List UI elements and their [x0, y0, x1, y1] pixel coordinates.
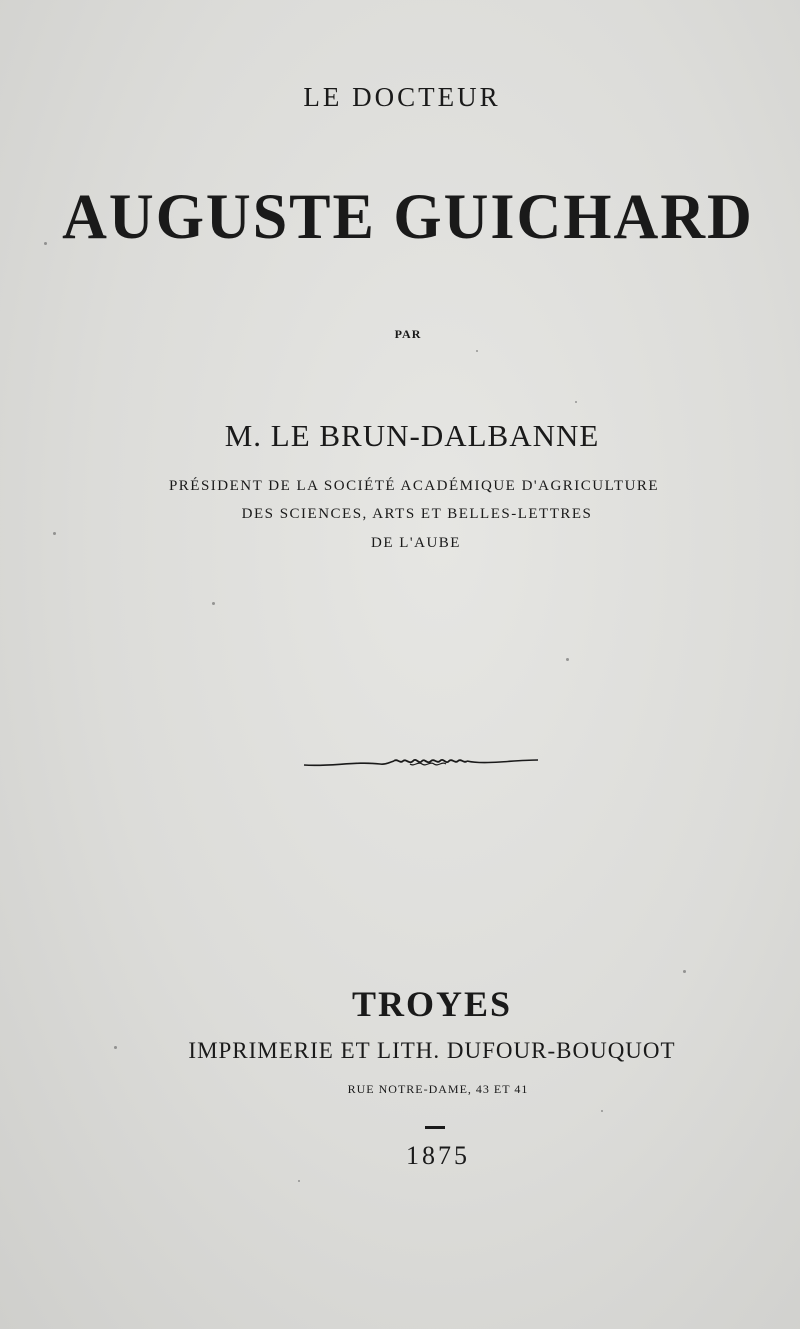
main-title: AUGUSTE GUICHARD	[62, 181, 754, 253]
printer-address: RUE NOTRE-DAME, 43 ET 41	[347, 1082, 529, 1096]
paper-speck	[683, 970, 686, 973]
by-line: PAR	[394, 327, 422, 341]
paper-speck	[53, 532, 56, 535]
paper-speck	[114, 1046, 117, 1049]
paper-speck	[44, 242, 47, 245]
paper-speck	[601, 1110, 603, 1112]
paper-speck	[575, 401, 577, 403]
paper-speck	[298, 1180, 300, 1182]
author-name: M. LE BRUN-DALBANNE	[224, 418, 600, 453]
paper-speck	[476, 350, 478, 352]
printer-name: IMPRIMERIE ET LITH. DUFOUR-BOUQUOT	[188, 1038, 676, 1063]
separator-dash	[425, 1126, 445, 1129]
pre-title: LE DOCTEUR	[303, 82, 501, 112]
author-affiliation-line: PRÉSIDENT DE LA SOCIÉTÉ ACADÉMIQUE D'AGRICULTURE	[168, 478, 660, 494]
paper-speck	[566, 658, 569, 661]
decorative-rule-ornament-icon	[300, 752, 540, 774]
publication-year: 1875	[406, 1141, 470, 1170]
paper-speck	[212, 602, 215, 605]
author-affiliation-line: DE L'AUBE	[371, 535, 461, 551]
author-affiliation-line: DES SCIENCES, ARTS ET BELLES-LETTRES	[241, 506, 593, 522]
publication-city: TROYES	[351, 984, 513, 1024]
